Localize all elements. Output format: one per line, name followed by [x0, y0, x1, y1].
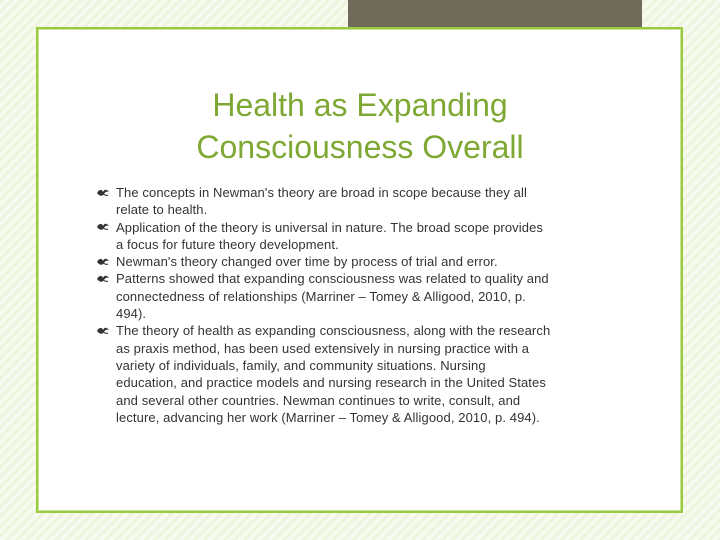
fleuron-bullet-icon [96, 219, 116, 236]
bullet-item [96, 184, 616, 219]
bullet-text: The concepts in Newman's theory are broad in scope because they all relate to health. [116, 185, 527, 218]
bullet-text: Patterns showed that expanding consciousness was related to quality and connectedness of relationships (Marriner – Tomey & Alligood, 2010, p. 494). [116, 271, 549, 322]
fleuron-bullet-icon [96, 322, 116, 339]
fleuron-bullet-icon [96, 253, 116, 270]
bullet-item [96, 270, 616, 322]
bullet-text: Newman's theory changed over time by process of trial and error. [116, 254, 498, 270]
bullet-item [96, 219, 616, 254]
fleuron-bullet-icon [96, 270, 116, 287]
bullet-text: Application of the theory is universal in nature. The broad scope provides a focus for future theory development. [116, 219, 544, 252]
bullet-text: The theory of health as expanding consciousness, along with the research as praxis method, has been used extensively in nursing practice with a variety of individuals, family, and community situations. Nursing education, and practice models and nursing research in the United States and several other countries. Newman continues to write, consult, and lecture, advancing her work (Marriner – Tomey & Alligood, 2010, p. 494). [116, 323, 551, 425]
slide-title: Health as Expanding Consciousness Overall [196, 87, 524, 165]
bullet-item [96, 253, 616, 270]
bullet-item [96, 322, 616, 426]
fleuron-bullet-icon [96, 184, 116, 201]
bullet-list [96, 184, 616, 426]
